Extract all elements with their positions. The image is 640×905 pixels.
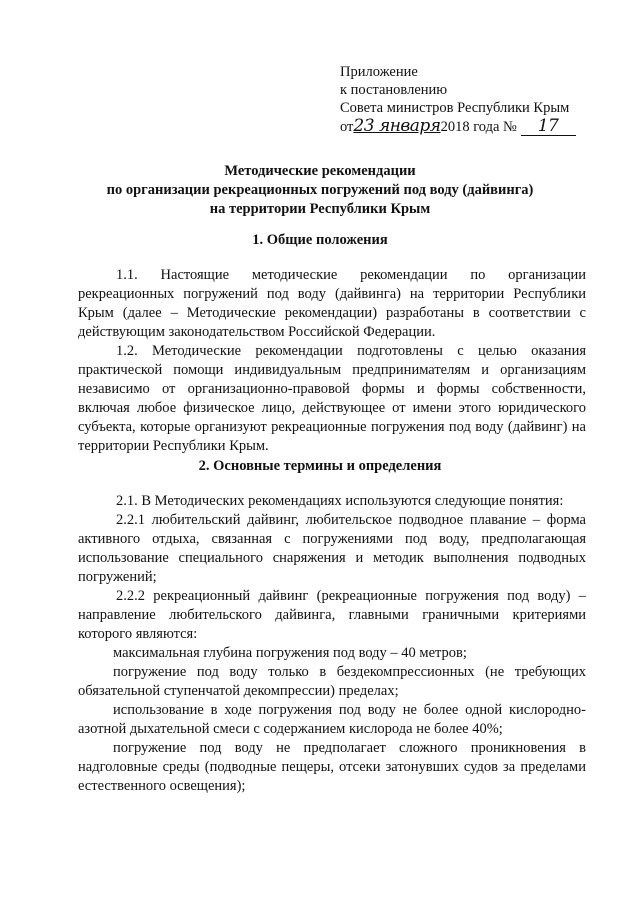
appendix-label: Приложение	[340, 64, 418, 80]
date-line	[340, 117, 620, 136]
date-prefix: от	[340, 119, 354, 135]
section-2-body	[78, 492, 586, 796]
criterion-gas-mix: использование в ходе погружения под воду не более одной кислородно-азотной дыхательной смеси с содержанием кислорода не более 40%;	[78, 702, 586, 737]
paragraph-1-2: 1.2. Методические рекомендации подготовлены с целью оказания практической помощи индивидуальным предпринимателям и организациям независимо от организационно-правовой формы и формы собственности, включая любое физическое лицо, действующее от имени этого юридического субъекта, которые организуют рекреационные погружения под воду (дайвинг) на территории Республики Крым.	[78, 343, 586, 454]
paragraph-1-1: 1.1. Настоящие методические рекомендации по организации рекреационных погружений под воду (дайвинга) на территории Республики Крым (далее – Методические рекомендации) разработаны в соответствии с действующим законодательством Российской Федерации.	[78, 267, 586, 340]
handwritten-date: 23 января	[353, 116, 441, 136]
section-1-heading: 1. Общие положения	[252, 232, 388, 248]
paragraph-2-2-2: 2.2.2 рекреационный дайвинг (рекреационные погружения под воду) – направление любительского дайвинга, главными граничными критериями которого являются:	[78, 588, 586, 642]
council-label: Совета министров Республики Крым	[340, 100, 570, 116]
appendix-header	[340, 63, 620, 136]
paragraph-2-1: 2.1. В Методических рекомендациях используются следующие понятия:	[116, 493, 564, 509]
paragraph-2-2-1: 2.2.1 любительский дайвинг, любительское подводное плавание – форма активного отдыха, связанная с погружениями под воду, предполагающая использование специального снаряжения и методик выполнения подводных погружений;	[78, 512, 586, 585]
date-suffix: 2018 года №	[440, 119, 517, 135]
section-1-body	[78, 266, 586, 456]
section-2-heading: 2. Основные термины и определения	[198, 458, 442, 474]
title-line-3: на территории Республики Крым	[209, 201, 431, 217]
title-line-1: Методические рекомендации	[224, 163, 416, 179]
document-title	[0, 162, 640, 219]
handwritten-number: 17	[521, 117, 576, 136]
criterion-overhead: погружение под воду не предполагает сложного проникновения в надголовные среды (подводные пещеры, отсеки затонувших судов за пределами естественного освещения);	[78, 740, 586, 794]
title-line-2: по организации рекреационных погружений под воду (дайвинга)	[106, 182, 534, 198]
criterion-depth: максимальная глубина погружения под воду – 40 метров;	[113, 645, 467, 661]
resolution-label: к постановлению	[340, 82, 448, 98]
criterion-no-decompression: погружение под воду только в бездекомпрессионных (не требующих обязательной ступенчатой декомпрессии) пределах;	[78, 664, 586, 699]
